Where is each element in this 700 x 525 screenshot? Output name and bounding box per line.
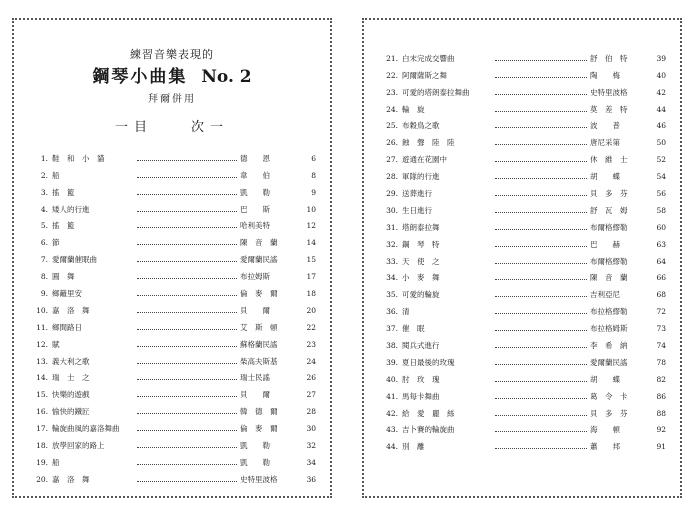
toc-entry — [382, 63, 666, 80]
entry-page: 92 — [656, 425, 666, 435]
book-title — [14, 62, 330, 87]
entry-number: 8. — [40, 272, 48, 282]
entry-number: 41. — [386, 391, 398, 401]
toc-entry — [382, 147, 666, 164]
dot-leader — [495, 347, 587, 348]
entry-page: 6 — [311, 153, 316, 163]
entry-page: 27 — [306, 390, 316, 400]
dot-leader — [495, 161, 587, 162]
toc-entry — [382, 130, 666, 147]
entry-number: 12. — [36, 339, 48, 349]
entry-page: 24 — [306, 356, 316, 366]
contents-heading: 一目 次一 — [114, 120, 229, 135]
entry-page: 60 — [656, 222, 666, 232]
toc-entry — [32, 146, 316, 163]
toc-entry — [382, 114, 666, 131]
entry-number: 29. — [386, 189, 398, 199]
entry-number: 32. — [386, 239, 398, 249]
dot-leader — [495, 364, 587, 365]
volume-number: No. 2 — [201, 67, 252, 87]
entry-title: 嘉 洛 舞 — [52, 305, 90, 315]
entry-title: 愉快的鐵匠 — [52, 407, 90, 417]
dot-leader — [495, 229, 587, 230]
toc-entry — [382, 316, 666, 333]
entry-composer: 蘇格蘭民謠 — [240, 339, 278, 349]
entry-page: 44 — [656, 104, 666, 114]
entry-page: 20 — [306, 305, 316, 315]
entry-title: 輪旋曲風的嘉洛舞曲 — [52, 424, 120, 434]
entry-page: 42 — [656, 87, 666, 97]
dot-leader — [137, 481, 237, 482]
dot-leader — [137, 244, 237, 245]
entry-composer: 貝 爾 — [240, 305, 270, 315]
entry-composer: 艾 斯 頓 — [240, 322, 278, 332]
toc-entry — [32, 197, 316, 214]
entry-number: 2. — [40, 170, 48, 180]
entry-title: 船 — [52, 457, 60, 467]
entry-title: 圓 舞 — [52, 272, 75, 282]
toc-entry — [382, 434, 666, 451]
entry-composer: 布拉姆斯 — [240, 272, 270, 282]
entry-number: 28. — [386, 172, 398, 182]
dot-leader — [137, 464, 237, 465]
toc-entry — [382, 333, 666, 350]
entry-number: 38. — [386, 341, 398, 351]
entry-title: 節 — [52, 238, 60, 248]
entry-number: 40. — [386, 374, 398, 384]
entry-composer: 瑞士民謠 — [240, 373, 270, 383]
entry-number: 4. — [40, 204, 48, 214]
entry-title: 搖 籃 — [52, 187, 75, 197]
toc-entry — [32, 467, 316, 484]
entry-composer: 史特里波格 — [240, 474, 278, 484]
entry-title: 吉卜賽的輪旋曲 — [402, 425, 455, 435]
dot-leader — [495, 263, 587, 264]
toc-entry — [382, 266, 666, 283]
toc-entry — [32, 332, 316, 349]
dot-leader — [495, 144, 587, 145]
entry-page: 82 — [656, 374, 666, 384]
entry-composer: 海 頓 — [590, 425, 620, 435]
entry-page: 9 — [311, 187, 316, 197]
toc-entry — [382, 232, 666, 249]
entry-title: 可愛的輪旋 — [402, 290, 440, 300]
entry-number: 21. — [386, 53, 398, 63]
entry-number: 31. — [386, 222, 398, 232]
entry-title: 白末完成交響曲 — [402, 53, 455, 63]
entry-title: 催 眠 — [402, 324, 425, 334]
entry-composer: 蕭 邦 — [590, 442, 620, 452]
entry-page: 86 — [656, 391, 666, 401]
entry-number: 24. — [386, 104, 398, 114]
entry-page: 91 — [656, 442, 666, 452]
entry-title: 瑞 士 之 — [52, 373, 90, 383]
entry-number: 22. — [386, 70, 398, 80]
entry-page: 36 — [306, 474, 316, 484]
entry-composer: 哈利美特 — [240, 221, 270, 231]
dot-leader — [495, 94, 587, 95]
entry-title: 清 — [402, 307, 410, 317]
dot-leader — [495, 77, 587, 78]
entry-title: 布穀鳥之歌 — [402, 121, 440, 131]
dot-leader — [495, 60, 587, 61]
entry-title: 可愛的塔朗泰拉舞曲 — [402, 87, 470, 97]
entry-page: 58 — [656, 205, 666, 215]
entry-composer: 韓 德 爾 — [240, 407, 278, 417]
entry-number: 30. — [386, 205, 398, 215]
entry-page: 78 — [656, 357, 666, 367]
entry-title: 賦 — [52, 339, 60, 349]
entry-title: 船 — [52, 170, 60, 180]
entry-number: 26. — [386, 138, 398, 148]
toc-entry — [382, 299, 666, 316]
entry-number: 11. — [36, 322, 48, 332]
toc-entry — [32, 298, 316, 315]
entry-title: 蝕 聲 陸 陸 — [402, 138, 455, 148]
entry-composer: 休 維 士 — [590, 155, 628, 165]
entry-page: 52 — [656, 155, 666, 165]
entry-composer: 史特里波格 — [590, 87, 628, 97]
dot-leader — [137, 295, 237, 296]
entry-composer: 貝 多 芬 — [590, 189, 628, 199]
toc-entry — [382, 80, 666, 97]
entry-title: 生日進行 — [402, 205, 432, 215]
entry-number: 5. — [40, 221, 48, 231]
toc-entry — [382, 215, 666, 232]
entry-composer: 倫 麥 爾 — [240, 289, 278, 299]
entry-composer: 波 普 — [590, 121, 620, 131]
entry-number: 15. — [36, 390, 48, 400]
entry-composer: 陳 音 蘭 — [590, 273, 628, 283]
entry-number: 9. — [40, 289, 48, 299]
dot-leader — [495, 246, 587, 247]
dot-leader — [137, 346, 237, 347]
entry-number: 20. — [36, 474, 48, 484]
entry-number: 33. — [386, 256, 398, 266]
entry-page: 8 — [311, 170, 316, 180]
entry-title: 塔朗泰拉舞 — [402, 222, 440, 232]
entry-page: 40 — [656, 70, 666, 80]
entry-number: 35. — [386, 290, 398, 300]
entry-title: 夏日最後的玫瑰 — [402, 357, 455, 367]
entry-title: 鄉間路日 — [52, 322, 82, 332]
entry-page: 88 — [656, 408, 666, 418]
entry-number: 43. — [386, 425, 398, 435]
left-page — [12, 18, 332, 498]
entry-title: 鋼 琴 特 — [402, 239, 440, 249]
entry-title: 阿爾薩斯之舞 — [402, 70, 447, 80]
entry-number: 18. — [36, 441, 48, 451]
dot-leader — [137, 329, 237, 330]
entry-title: 送葬進行 — [402, 189, 432, 199]
dot-leader — [495, 111, 587, 112]
entry-title: 鞋 和 小 貓 — [52, 153, 105, 163]
entry-composer: 布爾格繆勒 — [590, 256, 628, 266]
entry-title: 馬每卡舞曲 — [402, 391, 440, 401]
entry-page: 73 — [656, 324, 666, 334]
toc-entry — [382, 249, 666, 266]
toc-entry — [382, 367, 666, 384]
entry-composer: 貝 爾 — [240, 390, 270, 400]
entry-number: 10. — [36, 305, 48, 315]
dot-leader — [495, 448, 587, 449]
toc-entry — [32, 433, 316, 450]
toc-entry — [32, 214, 316, 231]
toc-entry — [382, 384, 666, 401]
book-title-text: 鋼琴小曲集 — [92, 67, 188, 87]
entry-composer: 愛爾蘭民謠 — [590, 357, 628, 367]
dot-leader — [137, 413, 237, 414]
entry-page: 23 — [306, 339, 316, 349]
entry-composer: 德 恩 — [240, 153, 270, 163]
entry-title: 輪 旋 — [402, 104, 425, 114]
entry-page: 18 — [306, 289, 316, 299]
entry-title: 愛爾蘭催眠曲 — [52, 255, 97, 265]
entry-title: 義大利之歌 — [52, 356, 90, 366]
entry-composer: 李 希 納 — [590, 341, 628, 351]
entry-composer: 舒 瓦 姆 — [590, 205, 628, 215]
toc-entry — [32, 264, 316, 281]
entry-page: 63 — [656, 239, 666, 249]
toc-entry — [32, 230, 316, 247]
entry-page: 72 — [656, 307, 666, 317]
dot-leader — [137, 211, 237, 212]
entry-page: 46 — [656, 121, 666, 131]
dot-leader — [495, 415, 587, 416]
entry-page: 68 — [656, 290, 666, 300]
entry-number: 16. — [36, 407, 48, 417]
entry-page: 34 — [306, 457, 316, 467]
entry-number: 27. — [386, 155, 398, 165]
dot-leader — [137, 194, 237, 195]
series-title: 練習音樂表現的 — [130, 48, 214, 61]
entry-composer: 貝 多 芬 — [590, 408, 628, 418]
entry-page: 66 — [656, 273, 666, 283]
toc-entry — [32, 247, 316, 264]
entry-page: 54 — [656, 172, 666, 182]
entry-number: 14. — [36, 373, 48, 383]
dot-leader — [495, 398, 587, 399]
dot-leader — [495, 127, 587, 128]
entry-number: 23. — [386, 87, 398, 97]
entry-page: 64 — [656, 256, 666, 266]
entry-page: 39 — [656, 53, 666, 63]
entry-composer: 布拉格姆斯 — [590, 324, 628, 334]
entry-title: 遊通在花園中 — [402, 155, 447, 165]
entry-title: 搖 籃 — [52, 221, 75, 231]
right-page — [362, 18, 682, 498]
fingering-note: 拜爾併用 — [148, 94, 196, 105]
entry-number: 36. — [386, 307, 398, 317]
dot-leader — [137, 312, 237, 313]
entry-number: 13. — [36, 356, 48, 366]
entry-number: 44. — [386, 442, 398, 452]
entry-title: 小 麥 舞 — [402, 273, 440, 283]
toc-entry — [32, 399, 316, 416]
entry-page: 12 — [306, 221, 316, 231]
entry-number: 39. — [386, 357, 398, 367]
dot-leader — [495, 330, 587, 331]
dot-leader — [137, 396, 237, 397]
dot-leader — [495, 212, 587, 213]
toc-entry — [382, 97, 666, 114]
entry-composer: 葛 令 卡 — [590, 391, 628, 401]
entry-composer: 韋 伯 — [240, 170, 270, 180]
toc-entry — [32, 281, 316, 298]
entry-title: 天 使 之 — [402, 256, 440, 266]
entry-title: 別 離 — [402, 442, 425, 452]
entry-number: 7. — [40, 255, 48, 265]
entry-title: 快樂的遊戲 — [52, 390, 90, 400]
toc-entry — [382, 418, 666, 435]
entry-composer: 倫 麥 爾 — [240, 424, 278, 434]
dot-leader — [137, 160, 237, 161]
entry-number: 19. — [36, 457, 48, 467]
dot-leader — [137, 261, 237, 262]
toc-list-left — [32, 146, 316, 484]
entry-composer: 胡 蝶 — [590, 172, 620, 182]
entry-number: 37. — [386, 324, 398, 334]
entry-number: 42. — [386, 408, 398, 418]
dot-leader — [495, 431, 587, 432]
entry-title: 放學回家的路上 — [52, 441, 105, 451]
dot-leader — [137, 379, 237, 380]
entry-number: 25. — [386, 121, 398, 131]
entry-page: 50 — [656, 138, 666, 148]
entry-page: 17 — [306, 272, 316, 282]
entry-composer: 凱 勒 — [240, 441, 270, 451]
entry-page: 28 — [306, 407, 316, 417]
toc-entry — [382, 181, 666, 198]
entry-composer: 凱 勒 — [240, 457, 270, 467]
entry-composer: 愛爾蘭民謠 — [240, 255, 278, 265]
toc-entry — [32, 450, 316, 467]
entry-title: 矮人的行進 — [52, 204, 90, 214]
entry-page: 26 — [306, 373, 316, 383]
dot-leader — [137, 278, 237, 279]
dot-leader — [137, 227, 237, 228]
toc-entry — [382, 282, 666, 299]
toc-entry — [32, 349, 316, 366]
entry-page: 14 — [306, 238, 316, 248]
toc-entry — [32, 180, 316, 197]
entry-composer: 胡 蝶 — [590, 374, 620, 384]
toc-entry — [382, 46, 666, 63]
dot-leader — [495, 195, 587, 196]
entry-composer: 巴 赫 — [590, 239, 620, 249]
entry-composer: 布爾格繆勒 — [590, 222, 628, 232]
dot-leader — [137, 430, 237, 431]
toc-entry — [382, 401, 666, 418]
toc-entry — [32, 315, 316, 332]
entry-page: 56 — [656, 189, 666, 199]
entry-number: 34. — [386, 273, 398, 283]
entry-composer: 陶 梅 — [590, 70, 620, 80]
dot-leader — [137, 177, 237, 178]
entry-page: 32 — [306, 441, 316, 451]
entry-page: 22 — [306, 322, 316, 332]
entry-title: 嘉 洛 舞 — [52, 474, 90, 484]
dot-leader — [137, 363, 237, 364]
entry-number: 1. — [40, 153, 48, 163]
dot-leader — [137, 447, 237, 448]
entry-page: 30 — [306, 424, 316, 434]
entry-title: 鄉籬里安 — [52, 289, 82, 299]
toc-entry — [32, 382, 316, 399]
dot-leader — [495, 296, 587, 297]
entry-title: 肘 玫 瑰 — [402, 374, 440, 384]
dot-leader — [495, 381, 587, 382]
entry-composer: 舒 伯 特 — [590, 53, 628, 63]
entry-title: 閱兵式進行 — [402, 341, 440, 351]
toc-entry — [32, 366, 316, 383]
dot-leader — [495, 279, 587, 280]
entry-number: 17. — [36, 424, 48, 434]
entry-number: 6. — [40, 238, 48, 248]
dot-leader — [495, 313, 587, 314]
entry-composer: 巴 斯 — [240, 204, 270, 214]
entry-composer: 吉利亞尼 — [590, 290, 620, 300]
entry-composer: 唐尼采第 — [590, 138, 620, 148]
toc-entry — [32, 163, 316, 180]
dot-leader — [495, 178, 587, 179]
entry-title: 軍隊的行進 — [402, 172, 440, 182]
entry-composer: 陳 音 蘭 — [240, 238, 278, 248]
toc-entry — [382, 198, 666, 215]
toc-entry — [32, 416, 316, 433]
entry-page: 15 — [306, 255, 316, 265]
entry-composer: 柴高夫斯基 — [240, 356, 278, 366]
toc-entry — [382, 350, 666, 367]
entry-composer: 莫 差 特 — [590, 104, 628, 114]
entry-page: 74 — [656, 341, 666, 351]
toc-list-right — [382, 46, 666, 451]
entry-page: 10 — [306, 204, 316, 214]
entry-title: 給 愛 麗 絲 — [402, 408, 455, 418]
toc-entry — [382, 164, 666, 181]
entry-number: 3. — [40, 187, 48, 197]
entry-composer: 布拉格繆勒 — [590, 307, 628, 317]
entry-composer: 凱 勒 — [240, 187, 270, 197]
